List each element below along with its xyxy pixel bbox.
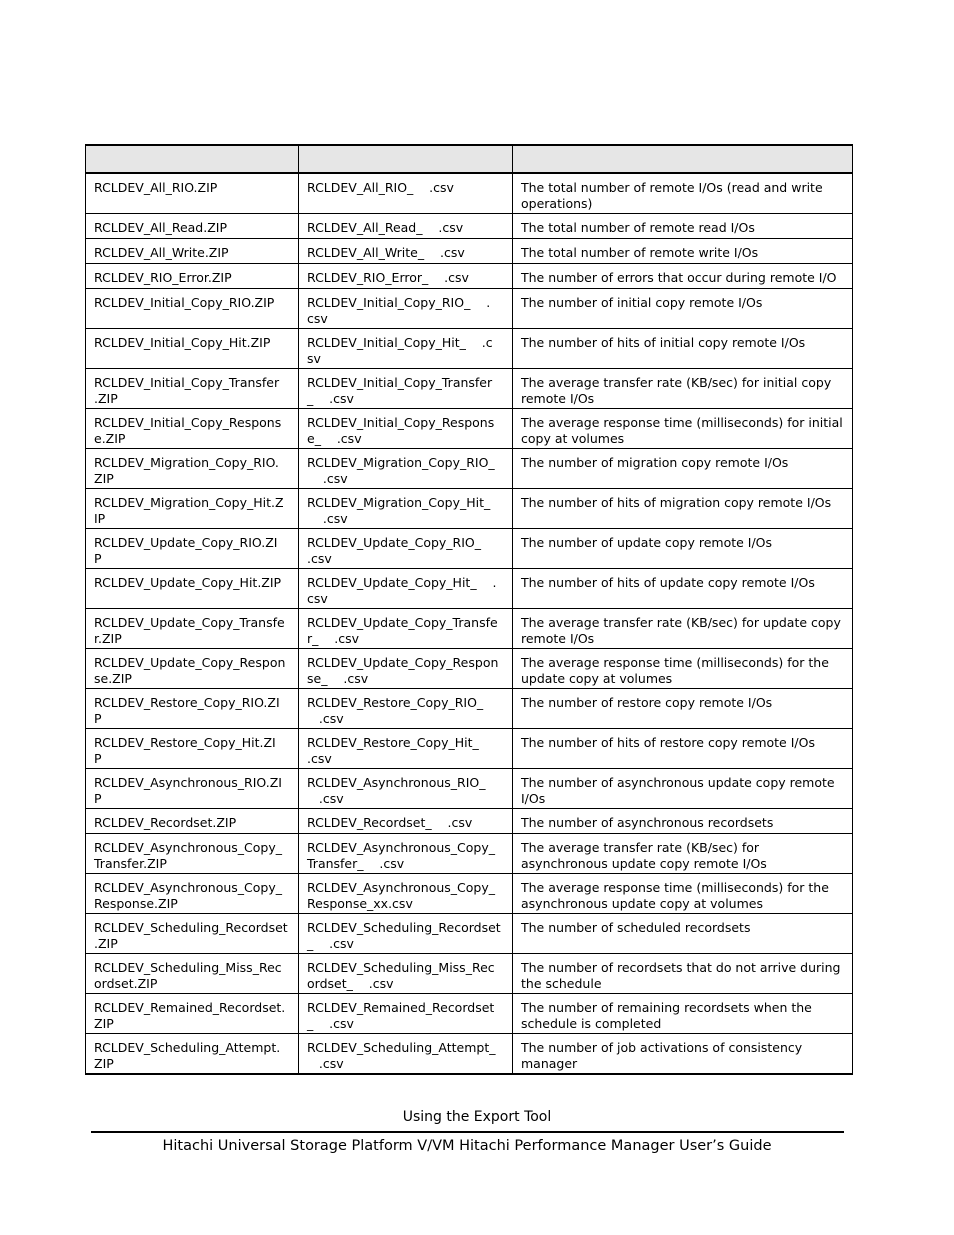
zip-file-cell: RCLDEV_Update_Copy_RIO.ZI P (86, 529, 299, 569)
zip-file-cell: RCLDEV_Restore_Copy_Hit.ZI P (86, 729, 299, 769)
csv-file-cell: RCLDEV_Migration_Copy_RIO_ .csv (299, 449, 513, 489)
description-cell: The average transfer rate (KB/sec) for initial copy remote I/Os (513, 369, 853, 409)
csv-file-cell: RCLDEV_Recordset_ .csv (299, 809, 513, 834)
zip-file-cell: RCLDEV_All_Write.ZIP (86, 239, 299, 264)
zip-file-cell: RCLDEV_Initial_Copy_Hit.ZIP (86, 329, 299, 369)
description-cell: The number of hits of restore copy remote I/Os (513, 729, 853, 769)
csv-file-cell: RCLDEV_RIO_Error_ .csv (299, 264, 513, 289)
description-cell: The number of asynchronous recordsets (513, 809, 853, 834)
description-cell: The total number of remote write I/Os (513, 239, 853, 264)
zip-file-cell: RCLDEV_Remained_Recordset. ZIP (86, 994, 299, 1034)
csv-file-cell: RCLDEV_Asynchronous_Copy_ Transfer_ .csv (299, 834, 513, 874)
table-row (86, 369, 853, 409)
description-cell: The number of hits of migration copy remote I/Os (513, 489, 853, 529)
description-cell: The number of update copy remote I/Os (513, 529, 853, 569)
csv-file-cell: RCLDEV_Scheduling_Miss_Rec ordset_ .csv (299, 954, 513, 994)
table-row (86, 649, 853, 689)
description-cell: The average response time (milliseconds) for initial copy at volumes (513, 409, 853, 449)
description-cell: The average transfer rate (KB/sec) for update copy remote I/Os (513, 609, 853, 649)
csv-file-cell: RCLDEV_Initial_Copy_RIO_ . csv (299, 289, 513, 329)
csv-file-cell: RCLDEV_Update_Copy_RIO_ .csv (299, 529, 513, 569)
zip-file-cell: RCLDEV_Asynchronous_Copy_ Response.ZIP (86, 874, 299, 914)
table-body (86, 173, 853, 1074)
csv-file-cell: RCLDEV_All_Write_ .csv (299, 239, 513, 264)
csv-file-cell: RCLDEV_Update_Copy_Respon se_ .csv (299, 649, 513, 689)
table-row (86, 239, 853, 264)
table-row (86, 954, 853, 994)
header-csv-file (299, 145, 513, 173)
description-cell: The number of hits of initial copy remote I/Os (513, 329, 853, 369)
csv-file-cell: RCLDEV_Restore_Copy_Hit_ .csv (299, 729, 513, 769)
description-cell: The average response time (milliseconds) for the update copy at volumes (513, 649, 853, 689)
zip-file-cell: RCLDEV_Update_Copy_Hit.ZIP (86, 569, 299, 609)
zip-file-cell: RCLDEV_Update_Copy_Transfe r.ZIP (86, 609, 299, 649)
csv-file-cell: RCLDEV_Scheduling_Attempt_ .csv (299, 1034, 513, 1075)
description-cell: The number of restore copy remote I/Os (513, 689, 853, 729)
zip-file-cell: RCLDEV_RIO_Error.ZIP (86, 264, 299, 289)
zip-file-cell: RCLDEV_Initial_Copy_Transfer .ZIP (86, 369, 299, 409)
table-row (86, 289, 853, 329)
header-zip-file (86, 145, 299, 173)
zip-file-cell: RCLDEV_Recordset.ZIP (86, 809, 299, 834)
description-cell: The number of migration copy remote I/Os (513, 449, 853, 489)
csv-file-cell: RCLDEV_Initial_Copy_Hit_ .c sv (299, 329, 513, 369)
csv-file-cell: RCLDEV_Remained_Recordset _ .csv (299, 994, 513, 1034)
description-cell: The number of errors that occur during remote I/O (513, 264, 853, 289)
table-row (86, 214, 853, 239)
zip-file-cell: RCLDEV_Migration_Copy_RIO. ZIP (86, 449, 299, 489)
table-row (86, 409, 853, 449)
zip-file-cell: RCLDEV_All_RIO.ZIP (86, 173, 299, 214)
zip-file-cell: RCLDEV_All_Read.ZIP (86, 214, 299, 239)
zip-file-cell: RCLDEV_Initial_Copy_Respons e.ZIP (86, 409, 299, 449)
zip-file-cell: RCLDEV_Migration_Copy_Hit.Z IP (86, 489, 299, 529)
description-cell: The number of recordsets that do not arrive during the schedule (513, 954, 853, 994)
table-header-row (86, 145, 853, 173)
csv-file-cell: RCLDEV_Migration_Copy_Hit_ .csv (299, 489, 513, 529)
zip-file-cell: RCLDEV_Scheduling_Recordset .ZIP (86, 914, 299, 954)
table-row (86, 809, 853, 834)
csv-file-cell: RCLDEV_Initial_Copy_Transfer _ .csv (299, 369, 513, 409)
description-cell: The number of hits of update copy remote I/Os (513, 569, 853, 609)
description-cell: The number of asynchronous update copy remote I/Os (513, 769, 853, 809)
table-row (86, 569, 853, 609)
footer-divider (91, 1131, 844, 1133)
table-row (86, 264, 853, 289)
zip-file-cell: RCLDEV_Restore_Copy_RIO.ZI P (86, 689, 299, 729)
description-cell: The number of job activations of consistency manager (513, 1034, 853, 1075)
table-row (86, 914, 853, 954)
csv-file-cell: RCLDEV_Update_Copy_Hit_ . csv (299, 569, 513, 609)
csv-file-cell: RCLDEV_Restore_Copy_RIO_ .csv (299, 689, 513, 729)
table-row (86, 994, 853, 1034)
table-row (86, 874, 853, 914)
footer-section-name: Using the Export Tool (402, 1109, 552, 1125)
zip-file-cell: RCLDEV_Update_Copy_Respon se.ZIP (86, 649, 299, 689)
description-cell: The number of remaining recordsets when the schedule is completed (513, 994, 853, 1034)
header-description (513, 145, 853, 173)
table-row (86, 769, 853, 809)
csv-file-cell: RCLDEV_All_RIO_ .csv (299, 173, 513, 214)
description-cell: The total number of remote read I/Os (513, 214, 853, 239)
zip-file-cell: RCLDEV_Asynchronous_RIO.ZI P (86, 769, 299, 809)
table-row (86, 529, 853, 569)
csv-file-cell: RCLDEV_Update_Copy_Transfe r_ .csv (299, 609, 513, 649)
export-files-table (85, 144, 853, 1075)
csv-file-cell: RCLDEV_All_Read_ .csv (299, 214, 513, 239)
table-row (86, 489, 853, 529)
table-row (86, 729, 853, 769)
description-cell: The total number of remote I/Os (read and write operations) (513, 173, 853, 214)
csv-file-cell: RCLDEV_Initial_Copy_Respons e_ .csv (299, 409, 513, 449)
table-row (86, 609, 853, 649)
csv-file-cell: RCLDEV_Scheduling_Recordset _ .csv (299, 914, 513, 954)
zip-file-cell: RCLDEV_Asynchronous_Copy_ Transfer.ZIP (86, 834, 299, 874)
table-row (86, 329, 853, 369)
footer-document-title: Hitachi Universal Storage Platform V/VM Hitachi Performance Manager User’s Guide (162, 1138, 772, 1154)
description-cell: The average response time (milliseconds) for the asynchronous update copy at volumes (513, 874, 853, 914)
zip-file-cell: RCLDEV_Scheduling_Miss_Rec ordset.ZIP (86, 954, 299, 994)
table-row (86, 689, 853, 729)
zip-file-cell: RCLDEV_Scheduling_Attempt. ZIP (86, 1034, 299, 1075)
table-row (86, 834, 853, 874)
table-row (86, 449, 853, 489)
csv-file-cell: RCLDEV_Asynchronous_RIO_ .csv (299, 769, 513, 809)
csv-file-cell: RCLDEV_Asynchronous_Copy_ Response_xx.csv (299, 874, 513, 914)
description-cell: The average transfer rate (KB/sec) for asynchronous update copy remote I/Os (513, 834, 853, 874)
table-row (86, 1034, 853, 1075)
description-cell: The number of scheduled recordsets (513, 914, 853, 954)
table-row (86, 173, 853, 214)
zip-file-cell: RCLDEV_Initial_Copy_RIO.ZIP (86, 289, 299, 329)
description-cell: The number of initial copy remote I/Os (513, 289, 853, 329)
